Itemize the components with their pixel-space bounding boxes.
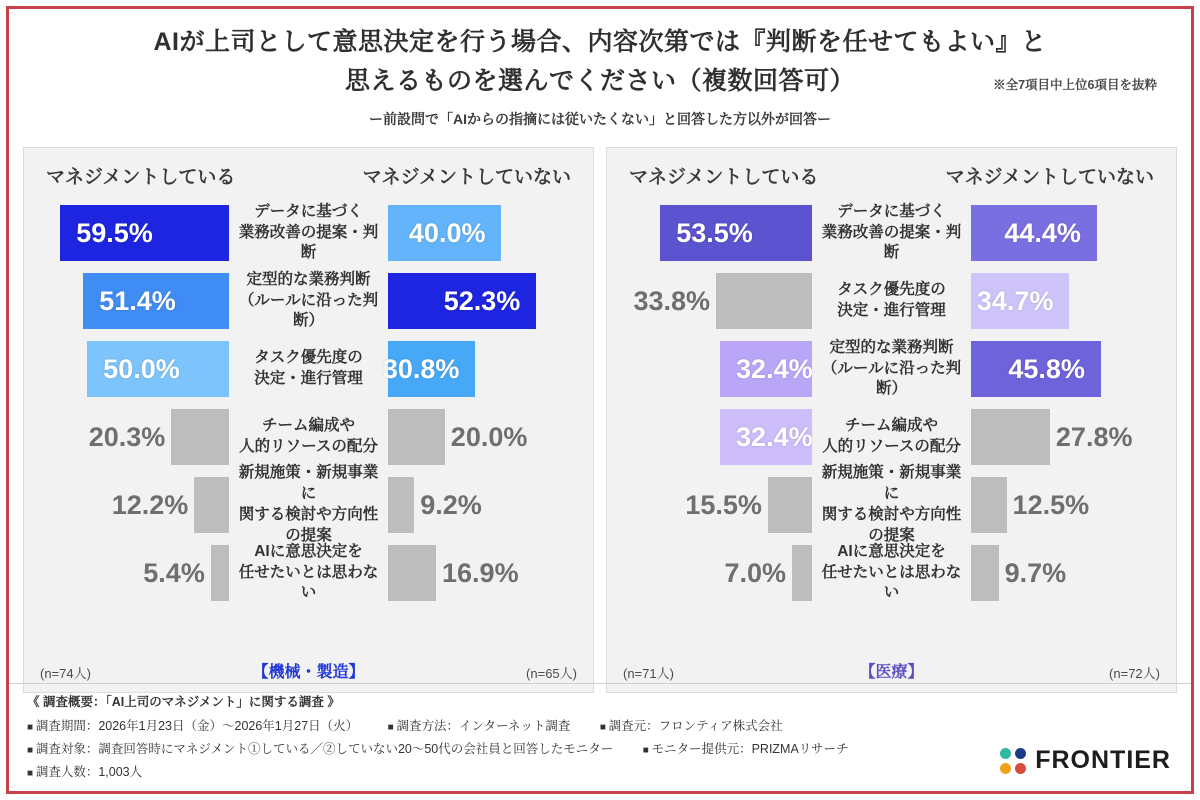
survey-footer (9, 683, 1191, 791)
bar-rows (607, 199, 1176, 607)
bar-cell-left (607, 335, 812, 403)
sample-size-left: (n=71人) (623, 666, 674, 681)
survey-period: ■ 調査期間：2026年1月23日（金）～2026年1月27日（火） (27, 716, 358, 734)
bar (720, 341, 812, 397)
bar-value-label: 33.8% (633, 285, 711, 316)
sample-size-right: (n=65人) (526, 666, 577, 681)
panel-header-left: マネジメントしている (46, 167, 236, 188)
bar-value-label: 16.9% (442, 557, 519, 588)
table-row (607, 335, 1176, 403)
sample-size-left: (n=74人) (40, 666, 91, 681)
bar-cell-right (382, 335, 593, 403)
panel-header-right: マネジメントしていない (362, 167, 571, 188)
bar-cell-right (388, 403, 593, 471)
bar (88, 409, 229, 465)
bar-value-label: 30.8% (382, 353, 460, 384)
title-line-2: 思えるものを選んでください（複数回答可） (344, 66, 855, 95)
table-row (24, 539, 593, 607)
bar-cell-right (388, 267, 593, 335)
bar-value-label: 53.5% (676, 217, 753, 248)
panel-tag: 【医療】 (859, 664, 924, 681)
table-row (607, 464, 1176, 544)
bar-value-label: 20.3% (88, 421, 166, 452)
bar (60, 205, 229, 261)
bar (388, 273, 536, 329)
bar-cell-left (24, 267, 229, 335)
bar (633, 273, 812, 329)
bar-value-label: 9.7% (1004, 557, 1067, 588)
bar-value-label: 7.0% (724, 557, 786, 588)
bar-cell-right (388, 471, 593, 539)
bar-cell-left (607, 471, 812, 539)
sub-note: ー前設問で「AIからの指摘には従いたくない」と回答した方以外が回答ー (369, 110, 831, 127)
bar (388, 409, 528, 465)
bar-cell-right (971, 403, 1176, 471)
category-label: データに基づく 業務改善の提案・判断 (821, 202, 962, 262)
panel-medical (606, 147, 1177, 693)
bar (382, 341, 475, 397)
bar-cell-right (971, 471, 1176, 539)
panel-footer (24, 659, 593, 682)
extraction-note: ※全7項目中上位6項目を抜粋 (993, 78, 1157, 92)
bar (971, 341, 1101, 397)
panel-tag: 【機械・製造】 (252, 664, 365, 681)
bar-cell-right (388, 539, 593, 607)
table-row (24, 464, 593, 544)
bar-value-label: 52.3% (443, 285, 521, 316)
bar-value-label: 51.4% (99, 285, 176, 316)
category-label: チーム編成や 人的リソースの配分 (822, 417, 961, 455)
bar-value-label: 40.0% (408, 217, 486, 248)
bar-cell-left (24, 199, 229, 267)
sample-size-right: (n=72人) (1109, 666, 1160, 681)
survey-title: 《 調査概要：「AI上司のマネジメント」に関する調査 》 (27, 695, 340, 709)
bar (724, 545, 812, 601)
bar (685, 477, 812, 533)
survey-line-1 (27, 716, 1173, 734)
bar-value-label: 32.4% (736, 421, 813, 452)
bar (143, 545, 229, 601)
bar-cell-right (971, 335, 1176, 403)
bar-cell-left (607, 199, 812, 267)
title-line-1: AIが上司として意思決定を行う場合、内容次第では『判断を任せてもよい』と (153, 28, 1047, 56)
poster-frame (6, 6, 1194, 794)
bar (87, 341, 229, 397)
bar (971, 545, 1067, 601)
bar-cell-left (24, 539, 229, 607)
bar-value-label: 34.7% (976, 285, 1054, 316)
bar-cell-right (388, 199, 593, 267)
category-label: タスク優先度の 決定・進行管理 (254, 349, 363, 387)
panel-header-left: マネジメントしている (629, 167, 819, 188)
bar-cell-right (971, 539, 1176, 607)
table-row (24, 335, 593, 403)
bar (971, 477, 1090, 533)
category-label: 定型的な業務判断 （ルールに沿った判断） (238, 270, 379, 330)
logo-text: FRONTIER (1035, 746, 1171, 774)
survey-count: ■ 調査人数：1,003人 (27, 762, 142, 780)
category-label: 新規施策・新規事業に 関する検討や方向性の提案 (238, 464, 379, 544)
bar-value-label: 9.2% (420, 489, 482, 520)
table-row (24, 199, 593, 267)
table-row (24, 403, 593, 471)
bar-cell-left (607, 539, 812, 607)
survey-method: ■ 調査方法：インターネット調査 (388, 716, 571, 734)
bar (83, 273, 229, 329)
table-row (24, 267, 593, 335)
bar-cell-right (971, 267, 1176, 335)
bar (720, 409, 812, 465)
table-row (607, 199, 1176, 267)
category-label: チーム編成や 人的リソースの配分 (239, 417, 378, 455)
category-label: AIに意思決定を 任せたいとは思わない (238, 542, 379, 602)
table-row (607, 403, 1176, 471)
panel-headers (24, 148, 593, 189)
bar-value-label: 50.0% (103, 353, 180, 384)
category-label: 定型的な業務判断 （ルールに沿った判断） (821, 338, 962, 398)
table-row (607, 539, 1176, 607)
chart-panels (23, 147, 1177, 693)
logo-mark-icon (1000, 748, 1026, 774)
bar (971, 273, 1069, 329)
table-row (607, 267, 1176, 335)
bar-value-label: 20.0% (450, 421, 528, 452)
bar-value-label: 32.4% (736, 353, 813, 384)
bar-value-label: 12.5% (1012, 489, 1090, 520)
header (9, 9, 1191, 129)
bar-cell-left (24, 335, 229, 403)
bar (111, 477, 229, 533)
category-label: 新規施策・新規事業に 関する検討や方向性の提案 (821, 464, 962, 544)
bar (388, 477, 482, 533)
bar-cell-left (607, 267, 812, 335)
bar-value-label: 44.4% (1004, 217, 1081, 248)
bar (660, 205, 812, 261)
bar (971, 205, 1097, 261)
panel-headers (607, 148, 1176, 189)
survey-source: ■ 調査元：フロンティア株式会社 (600, 716, 783, 734)
bar (388, 545, 519, 601)
bar (388, 205, 501, 261)
panel-header-right: マネジメントしていない (945, 167, 1154, 188)
bar-value-label: 5.4% (143, 557, 205, 588)
bar-cell-left (607, 403, 812, 471)
bar (971, 409, 1133, 465)
bar-cell-left (24, 471, 229, 539)
bar-cell-left (24, 403, 229, 471)
bar-value-label: 27.8% (1055, 421, 1133, 452)
panel-footer (607, 659, 1176, 682)
category-label: タスク優先度の 決定・進行管理 (837, 281, 946, 319)
bar-value-label: 15.5% (685, 489, 762, 520)
category-label: AIに意思決定を 任せたいとは思わない (821, 542, 962, 602)
bar-value-label: 59.5% (76, 217, 153, 248)
panel-manufacturing (23, 147, 594, 693)
bar-value-label: 12.2% (111, 489, 189, 520)
category-label: データに基づく 業務改善の提案・判断 (238, 202, 379, 262)
bar-cell-right (971, 199, 1176, 267)
frontier-logo (1000, 746, 1171, 775)
survey-target: ■ 調査対象：調査回答時にマネジメント①している／②していない20～50代の会社員と回答したモニター (27, 739, 613, 757)
monitor-provider: ■ モニター提供元：PRIZMAリサーチ (643, 739, 849, 757)
bar-rows (24, 199, 593, 607)
bar-value-label: 45.8% (1008, 353, 1085, 384)
